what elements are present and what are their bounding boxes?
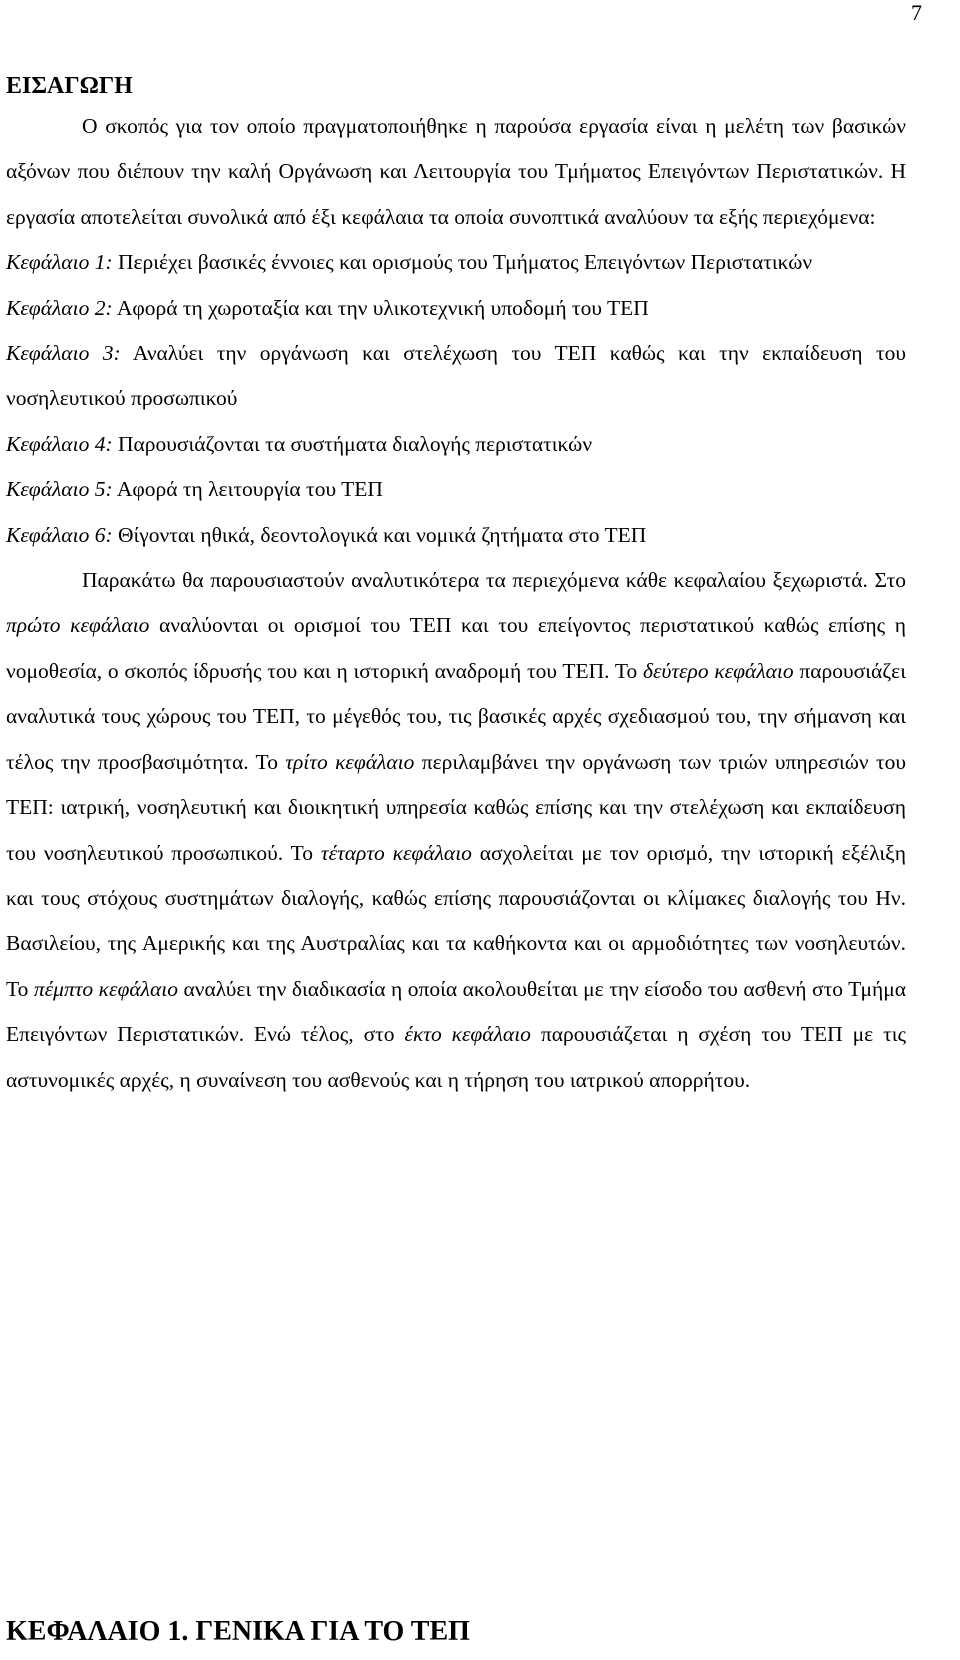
fifth-chapter-emphasis: πέμπτο κεφάλαιο [33, 976, 178, 1001]
details-intro: Παρακάτω θα παρουσιαστούν αναλυτικότερα τα περιεχόμενα κάθε κεφαλαίου ξεχωριστά. Στο [82, 568, 906, 593]
chapter-description-4: Παρουσιάζονται τα συστήματα διαλογής περιστατικών [117, 431, 593, 456]
third-chapter-emphasis: τρίτο κεφάλαιο [285, 749, 415, 774]
sixth-chapter-details: παρουσιάζεται η σχέση του ΤΕΠ με τις αστυνομικές αρχές, η συναίνεση του ασθενούς και η τήρηση του ιατρικού απορρήτου. [6, 1022, 907, 1092]
introduction-body [6, 104, 906, 1103]
chapter-summary-1 [6, 240, 906, 285]
chapter-description-6: Θίγονται ηθικά, δεοντολογικά και νομικά ζητήματα στο ΤΕΠ [117, 522, 647, 547]
chapter-label-5: Κεφάλαιο 5: [6, 477, 113, 502]
first-chapter-emphasis: πρώτο κεφάλαιο [6, 613, 150, 638]
chapter-summary-5 [6, 467, 906, 512]
introduction-paragraph: Ο σκοπός για τον οποίο πραγματοποιήθηκε η παρούσα εργασία είναι η μελέτη των βασικών αξόνων που διέπουν την καλή Οργάνωση και Λειτουργία του Τμήματος Επειγόντων Περιστατικών. Η εργασία αποτελείται συνολικά από έξι κεφάλαια τα οποία συνοπτικά αναλύουν τα εξής περιεχόμενα: [6, 114, 906, 229]
fifth-chapter-details: αναλύει την διαδικασία η οποία ακολουθείται με την είσοδο του ασθενή στο Τμήμα Επειγόντων Περιστατικών. Ενώ τέλος, στο [6, 976, 907, 1047]
chapter-label-6: Κεφάλαιο 6: [6, 522, 113, 547]
detailed-chapter-summary [6, 558, 906, 1103]
chapter-summary-3 [6, 331, 906, 422]
chapter-summary-2 [6, 286, 906, 331]
chapter-label-1: Κεφάλαιο 1: [6, 250, 113, 275]
chapter-summary-6 [6, 513, 906, 558]
fourth-chapter-details: ασχολείται με τον ορισμό, την ιστορική εξέλιξη και τους στόχους συστημάτων διαλογής, καθώς επίσης παρουσιάζονται οι κλίμακες διαλογής του Ην. Βασιλείου, της Αμερικής και της Αυστραλίας και τα καθήκοντα και οι αρμοδιότητες των νοσηλευτών. Το [6, 840, 907, 1001]
chapter-label-2: Κεφάλαιο 2: [6, 295, 113, 320]
chapter-description-2: Αφορά τη χωροταξία και την υλικοτεχνική υποδομή του ΤΕΠ [116, 295, 649, 320]
page-number: 7 [911, 0, 922, 25]
sixth-chapter-emphasis: έκτο κεφάλαιο [404, 1022, 531, 1047]
fourth-chapter-emphasis: τέταρτο κεφάλαιο [320, 840, 472, 865]
next-chapter-heading: ΚΕΦΑΛΑΙΟ 1. ΓΕΝΙΚΑ ΓΙΑ ΤΟ ΤΕΠ [6, 1616, 470, 1647]
second-chapter-emphasis: δεύτερο κεφάλαιο [643, 658, 794, 683]
chapter-label-3: Κεφάλαιο 3: [6, 341, 121, 366]
section-heading-introduction: ΕΙΣΑΓΩΓΗ [6, 73, 133, 99]
chapter-description-1: Περιέχει βασικές έννοιες και ορισμούς του Τμήματος Επειγόντων Περιστατικών [117, 250, 813, 275]
first-chapter-details: αναλύονται οι ορισμοί του ΤΕΠ και του επείγοντος περιστατικού καθώς επίσης η νομοθεσία, ο σκοπός ίδρυσής του και η ιστορική αναδρομή του ΤΕΠ. Το [6, 613, 906, 683]
chapter-description-5: Αφορά τη λειτουργία του ΤΕΠ [116, 477, 383, 502]
second-chapter-details: παρουσιάζει αναλυτικά τους χώρους του ΤΕΠ, το μέγεθός του, τις βασικές αρχές σχεδιασμού του, την σήμανση και τέλος την προσβασιμότητα. Το [6, 658, 906, 774]
chapter-summary-4 [6, 422, 906, 467]
third-chapter-details: περιλαμβάνει την οργάνωση των τριών υπηρεσιών του ΤΕΠ: ιατρική, νοσηλευτική και διοικητική υπηρεσία καθώς επίσης και την στελέχωση και εκπαίδευση του νοσηλευτικού προσωπικού. Το [6, 749, 906, 865]
chapter-description-3: Αναλύει την οργάνωση και στελέχωση του ΤΕΠ καθώς και την εκπαίδευση του νοσηλευτικού προσωπικού [6, 341, 906, 411]
chapter-label-4: Κεφάλαιο 4: [6, 431, 113, 456]
